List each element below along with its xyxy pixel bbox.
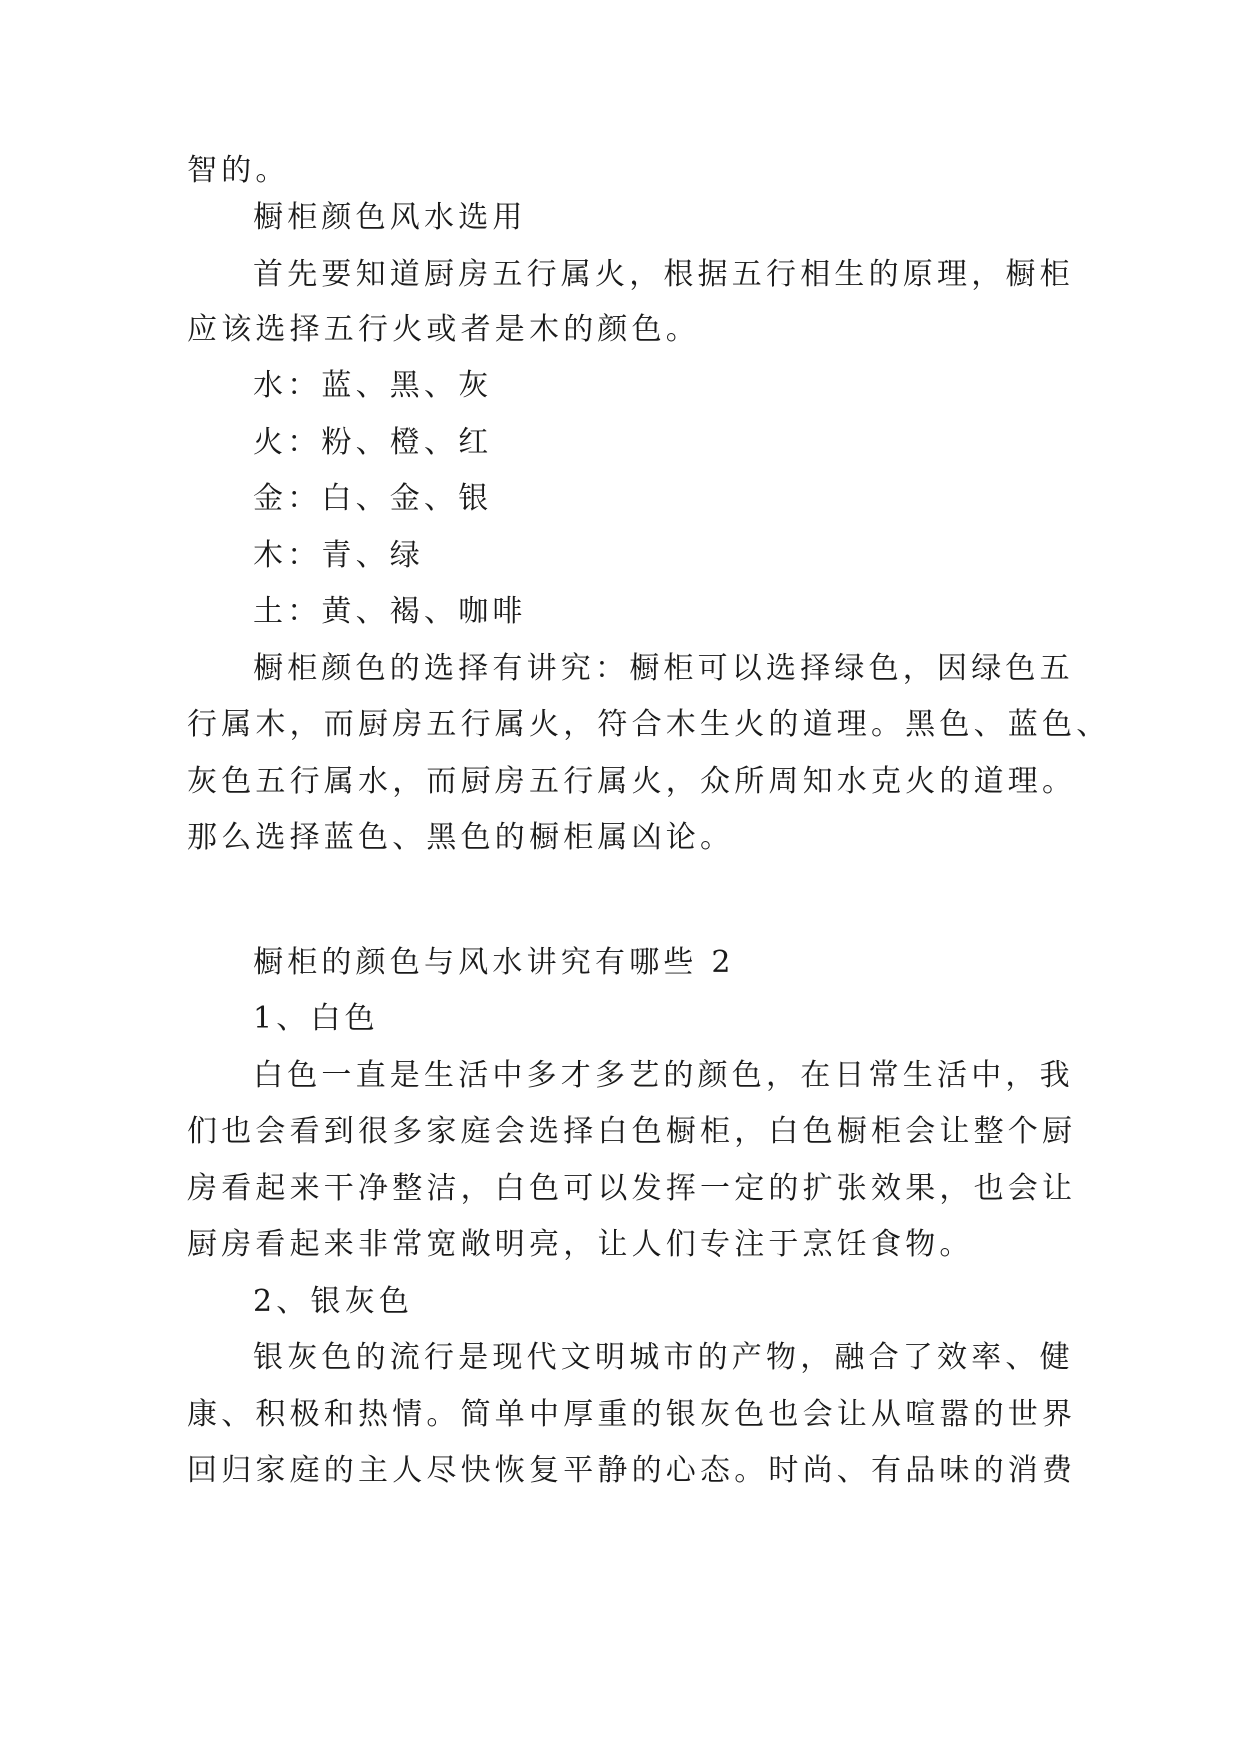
paragraph-line: 首先要知道厨房五行属火，根据五行相生的原理，橱柜 [253, 257, 1074, 292]
subsection-heading: 1、白色 [253, 1001, 379, 1036]
paragraph-line: 康、积极和热情。简单中厚重的银灰色也会让从喧嚣的世界 [187, 1397, 1077, 1432]
list-item: 金：白、金、银 [253, 481, 493, 516]
paragraph-line: 橱柜颜色的选择有讲究：橱柜可以选择绿色，因绿色五 [253, 651, 1074, 686]
paragraph-line: 应该选择五行火或者是木的颜色。 [187, 312, 700, 347]
subsection-heading: 2、银灰色 [253, 1284, 414, 1319]
section-heading: 橱柜颜色风水选用 [253, 200, 527, 235]
paragraph-line: 银灰色的流行是现代文明城市的产物，融合了效率、健 [253, 1340, 1074, 1375]
paragraph-line: 那么选择蓝色、黑色的橱柜属凶论。 [187, 820, 735, 855]
list-item: 火：粉、橙、红 [253, 425, 493, 460]
list-item: 土：黄、褐、咖啡 [253, 594, 527, 629]
paragraph-line: 房看起来干净整洁，白色可以发挥一定的扩张效果，也会让 [187, 1171, 1077, 1206]
paragraph-line: 厨房看起来非常宽敞明亮，让人们专注于烹饪食物。 [187, 1227, 974, 1262]
list-item: 木：青、绿 [253, 538, 424, 573]
paragraph-line: 行属木，而厨房五行属火，符合木生火的道理。黑色、蓝色、 [187, 707, 1111, 742]
paragraph-line: 灰色五行属水，而厨房五行属火，众所周知水克火的道理。 [187, 764, 1077, 799]
paragraph-line: 们也会看到很多家庭会选择白色橱柜，白色橱柜会让整个厨 [187, 1114, 1077, 1149]
list-item: 水：蓝、黑、灰 [253, 368, 493, 403]
paragraph-line: 回归家庭的主人尽快恢复平静的心态。时尚、有品味的消费 [187, 1453, 1077, 1488]
section-heading: 橱柜的颜色与风水讲究有哪些 2 [253, 945, 735, 980]
paragraph-line: 白色一直是生活中多才多艺的颜色，在日常生活中，我 [253, 1058, 1074, 1093]
paragraph-line: 智的。 [187, 153, 290, 188]
